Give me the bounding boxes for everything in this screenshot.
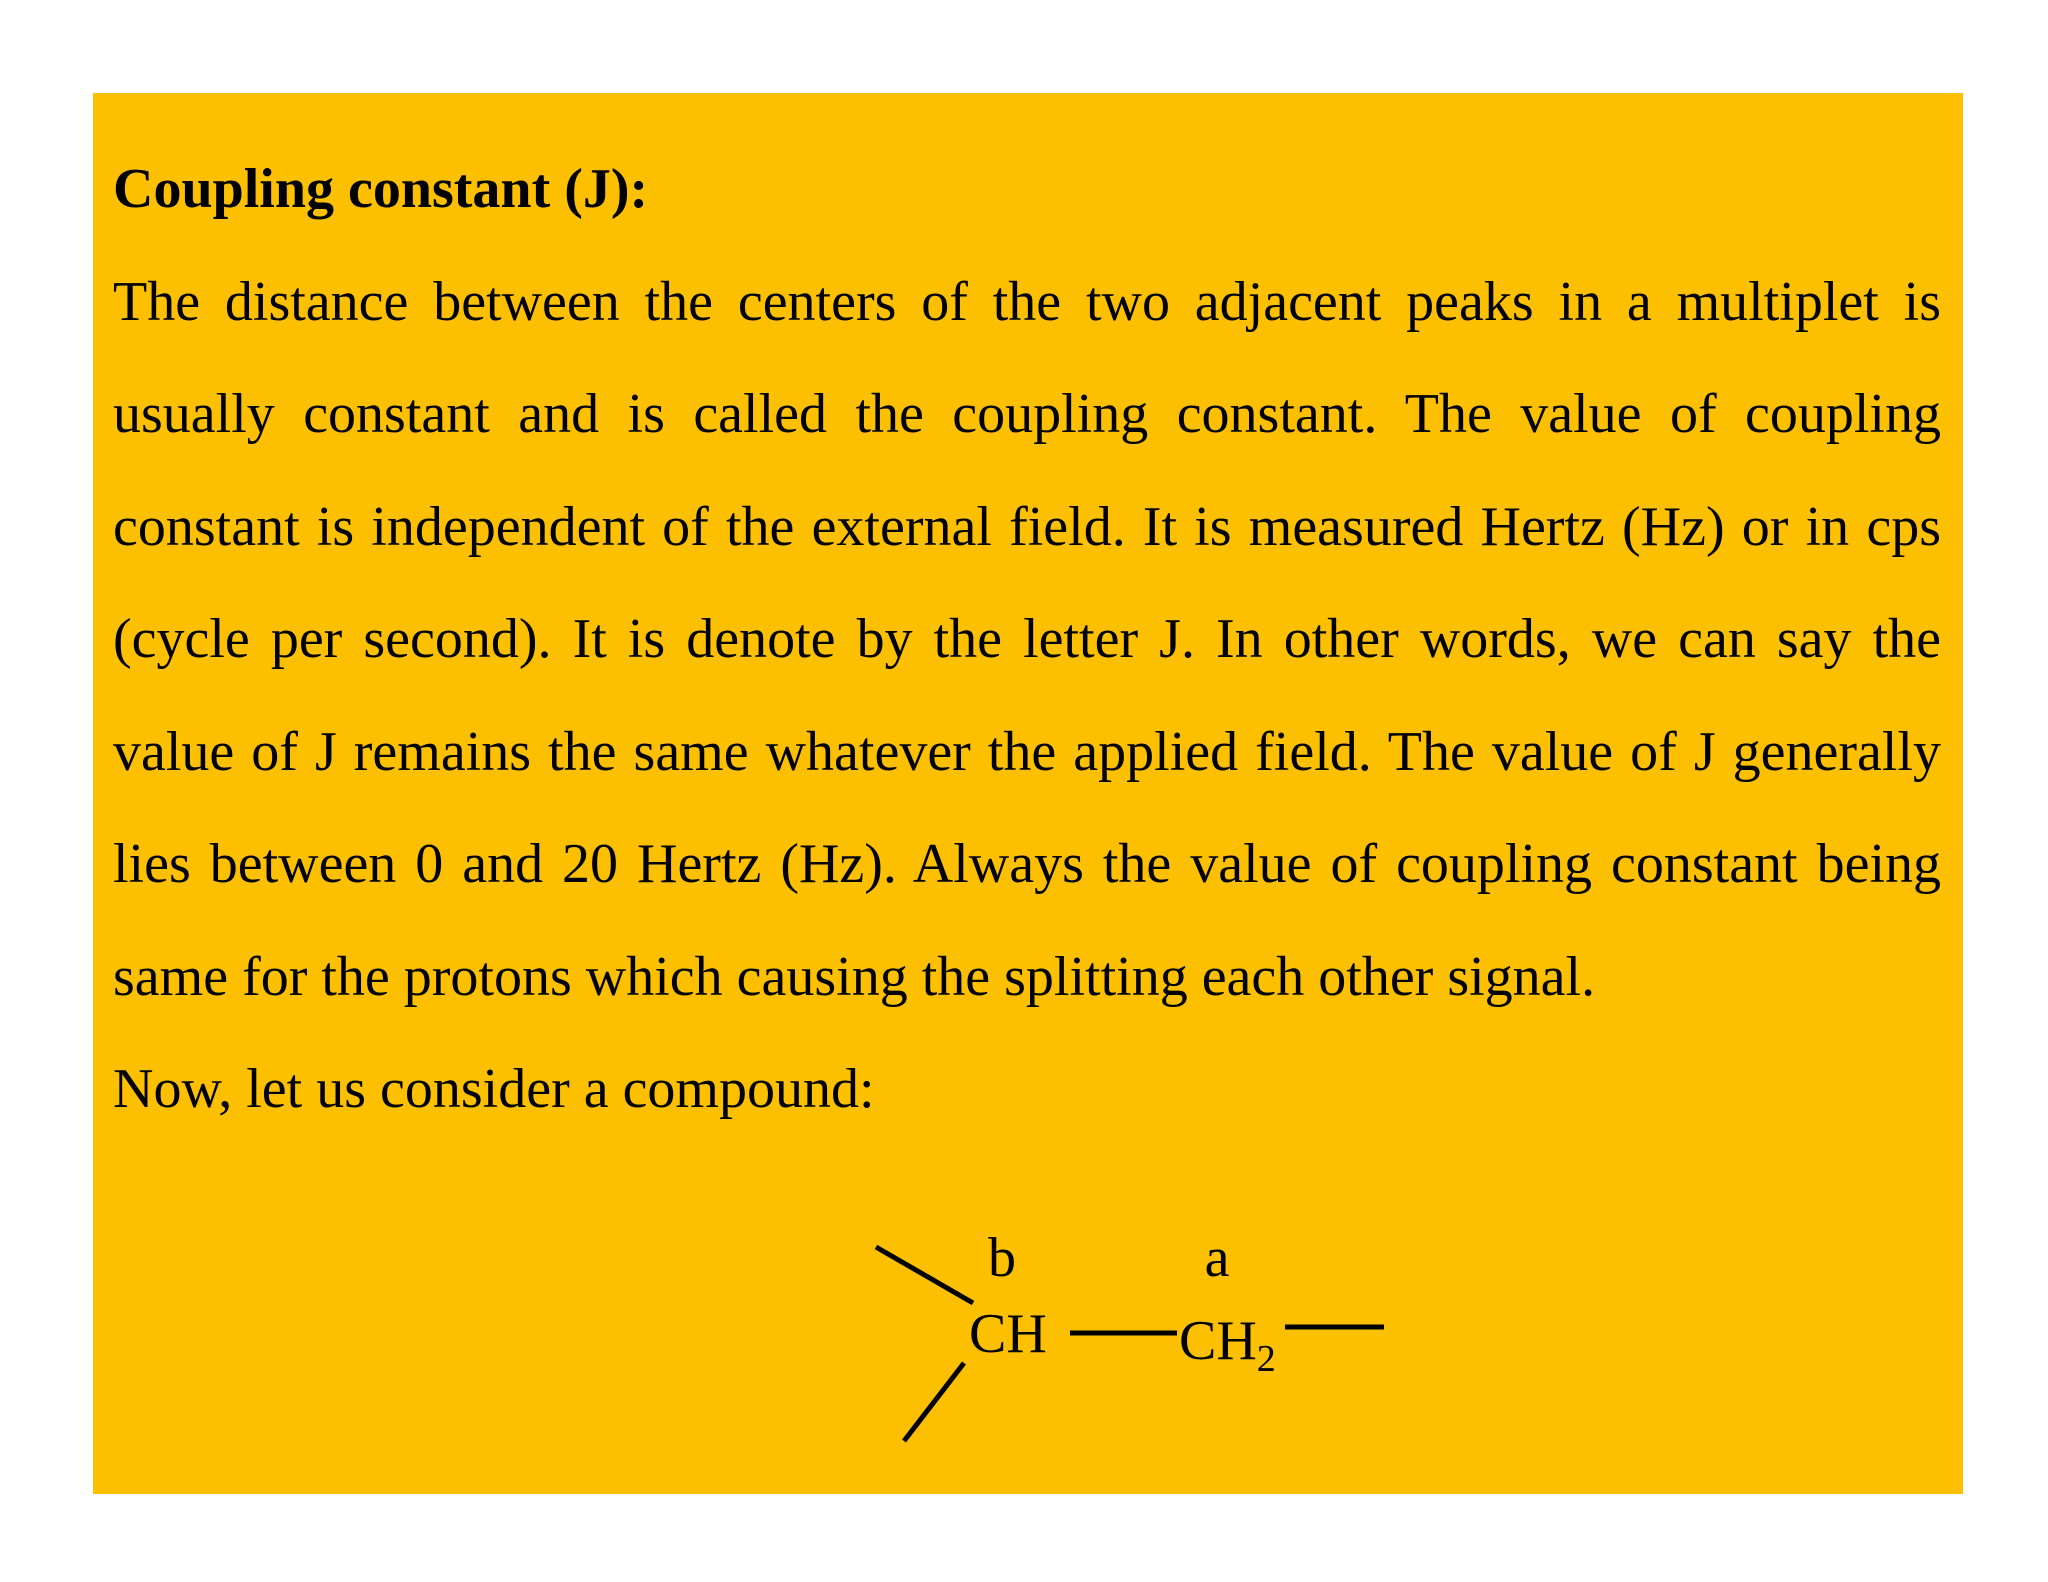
body-paragraph: The distance between the centers of the two adjacent peaks in a multiplet is usually constant and is called the coupling constant. The value of coupling constant is independent of the external field. It is measured Hertz (Hz) or in cps (cycle per second). It is denote by the letter J. In other words, we can say the value of J remains the same whatever the applied field. The value of J generally lies between 0 and 20 Hertz (Hz). Always the value of coupling constant being same for the protons which causing the splitting each other signal.	[113, 270, 1941, 1008]
bond-lower-left	[904, 1363, 964, 1441]
bond-upper-left	[876, 1247, 973, 1303]
methine-group: CH	[969, 1303, 1047, 1365]
section-heading: Coupling constant (J):	[113, 158, 649, 220]
content-panel	[93, 93, 1963, 1494]
methylene-group: $CH_2$	[1179, 1310, 1276, 1380]
proton-label-a: a	[1204, 1227, 1230, 1289]
lead-in-sentence: Now, let us consider a compound:	[113, 1058, 875, 1120]
text-block	[113, 133, 1941, 1146]
proton-label-b: b	[988, 1227, 1016, 1289]
methylene-subscript: 2	[1256, 1338, 1276, 1380]
